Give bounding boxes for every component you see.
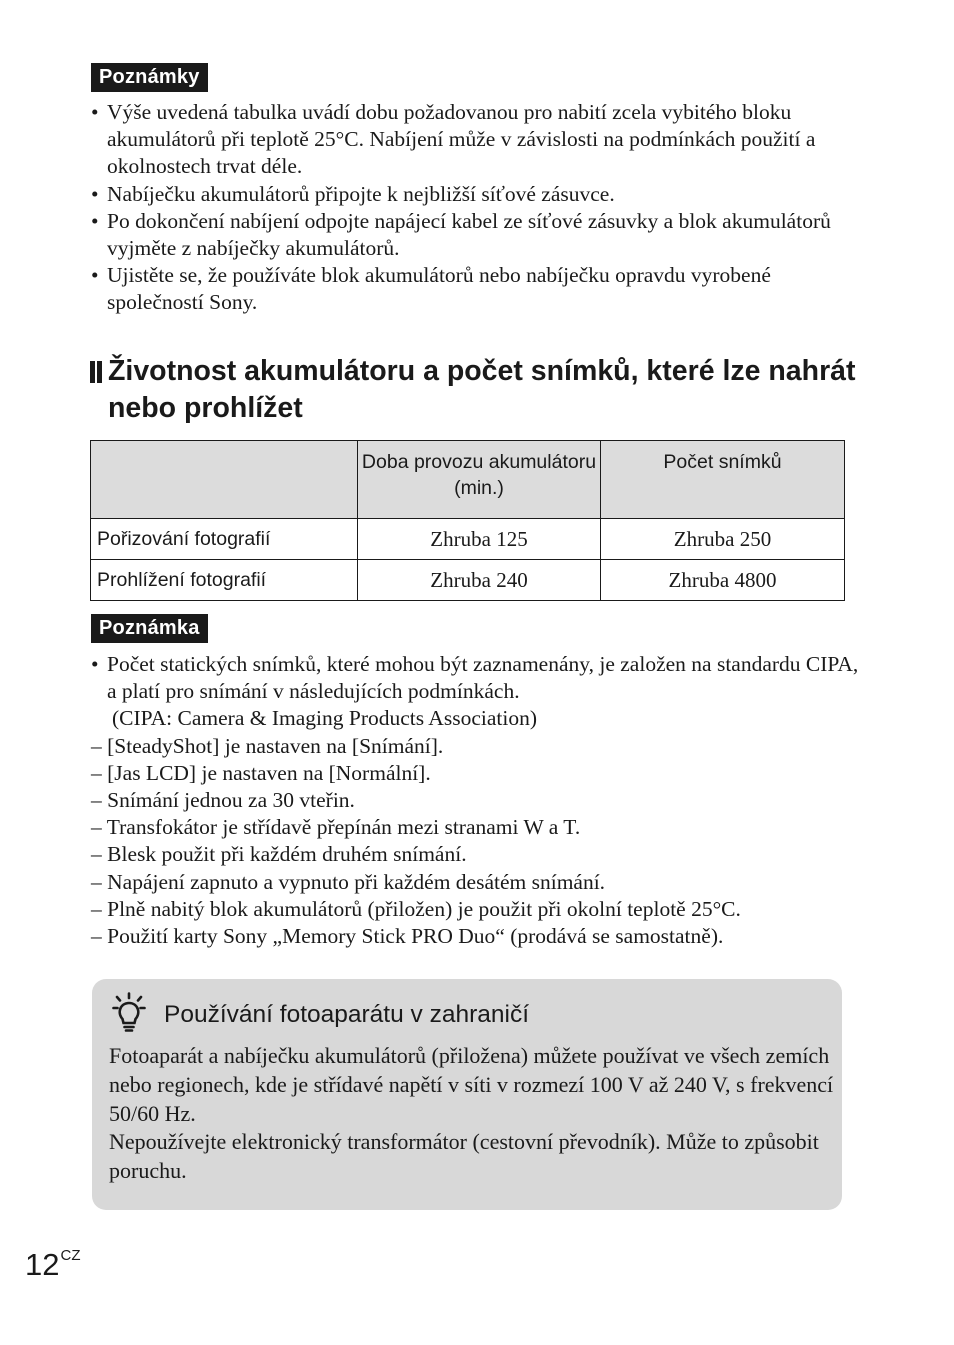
list-item: – [Jas LCD] je nastaven na [Normální]. — [91, 760, 431, 785]
tip-box — [92, 979, 842, 1210]
bullet-icon: • — [91, 181, 99, 206]
table-row — [91, 560, 845, 601]
list-item: – Napájení zapnuto a vypnuto při každém desátém snímání. — [91, 869, 606, 894]
list-item: – Blesk použit při každém druhém snímání. — [91, 842, 467, 867]
conditions-list — [91, 733, 861, 951]
note-item: • Výše uvedená tabulka uvádí dobu požadovanou pro nabití zcela vybitého bloku akumulátorů při teplotě 25°C. Nabíjení může v závislosti na podmínkách použití a okolnostech trvat déle. — [91, 100, 816, 179]
lightbulb-icon — [112, 992, 146, 1032]
section-title: Životnost akumulátoru a počet snímků, které lze nahrát nebo prohlížet — [108, 355, 856, 424]
bullet-icon: • — [91, 263, 99, 288]
table-header-cell: Počet snímků — [601, 441, 845, 519]
table-header-cell: Doba provozu akumulátoru (min.) — [358, 441, 601, 519]
table-row-label: Pořizování fotografií — [91, 519, 358, 560]
list-item: – Snímání jednou za 30 vteřin. — [91, 788, 355, 813]
note-item: • Ujistěte se, že používáte blok akumulátorů nebo nabíječku opravdu vyrobené společností Sony. — [91, 263, 771, 315]
note-intro: • Počet statických snímků, které mohou být zaznamenány, je založen na standardu CIPA, a platí pro snímání v následujících podmínkách. — [91, 652, 859, 704]
table-cell: Zhruba 240 — [358, 560, 601, 601]
table-cell: Zhruba 125 — [358, 519, 601, 560]
table-row-label: Prohlížení fotografií — [91, 560, 358, 601]
note-item: • Nabíječku akumulátorů připojte k nejbližší síťové zásuvce. — [91, 181, 851, 208]
tip-paragraph: Nepoužívejte elektronický transformátor (cestovní převodník). Může to způsobit poruchu. — [109, 1129, 819, 1184]
table-cell: Zhruba 4800 — [601, 560, 845, 601]
tip-title: Používání fotoaparátu v zahraničí — [164, 1001, 529, 1028]
bullet-icon: • — [91, 652, 99, 676]
list-item: – Použití karty Sony „Memory Stick PRO Duo“ (prodává se samostatně). — [91, 924, 724, 949]
bullet-icon: • — [91, 100, 99, 124]
notes-label: Poznámky — [91, 63, 208, 92]
section-heading — [90, 353, 880, 427]
section-marker-icon — [90, 361, 104, 383]
tip-paragraph: Fotoaparát a nabíječku akumulátorů (přiložena) můžete používat ve všech zemích nebo regionech, kde je střídavé napětí v síti v rozmezí 100 V až 240 V, s frekvencí 50/60 Hz. — [109, 1043, 834, 1126]
table-cell: Zhruba 250 — [601, 519, 845, 560]
list-item: – Plně nabitý blok akumulátorů (přiložen) je použit při okolní teplotě 25°C. — [91, 896, 741, 921]
note-block — [91, 651, 861, 950]
cipa-note: (CIPA: Camera & Imaging Products Association) — [112, 706, 537, 731]
list-item: – Transfokátor je střídavě přepínán mezi stranami W a T. — [91, 815, 581, 840]
note-item: • Po dokončení nabíjení odpojte napájecí kabel ze síťové zásuvky a blok akumulátorů vyjměte z nabíječky akumulátorů. — [91, 208, 831, 261]
table-header-row — [91, 441, 845, 519]
page-number: $12^{CZ}$ — [25, 1247, 81, 1282]
page-language-suffix: CZ — [60, 1247, 81, 1264]
note-label: Poznámka — [91, 614, 208, 643]
battery-life-table — [90, 440, 845, 601]
bullet-icon: • — [91, 208, 99, 233]
table-row — [91, 519, 845, 560]
tip-body — [109, 1042, 834, 1186]
table-header-cell — [91, 441, 358, 519]
list-item: – [SteadyShot] je nastaven na [Snímání]. — [91, 733, 444, 758]
notes-list — [91, 99, 851, 317]
